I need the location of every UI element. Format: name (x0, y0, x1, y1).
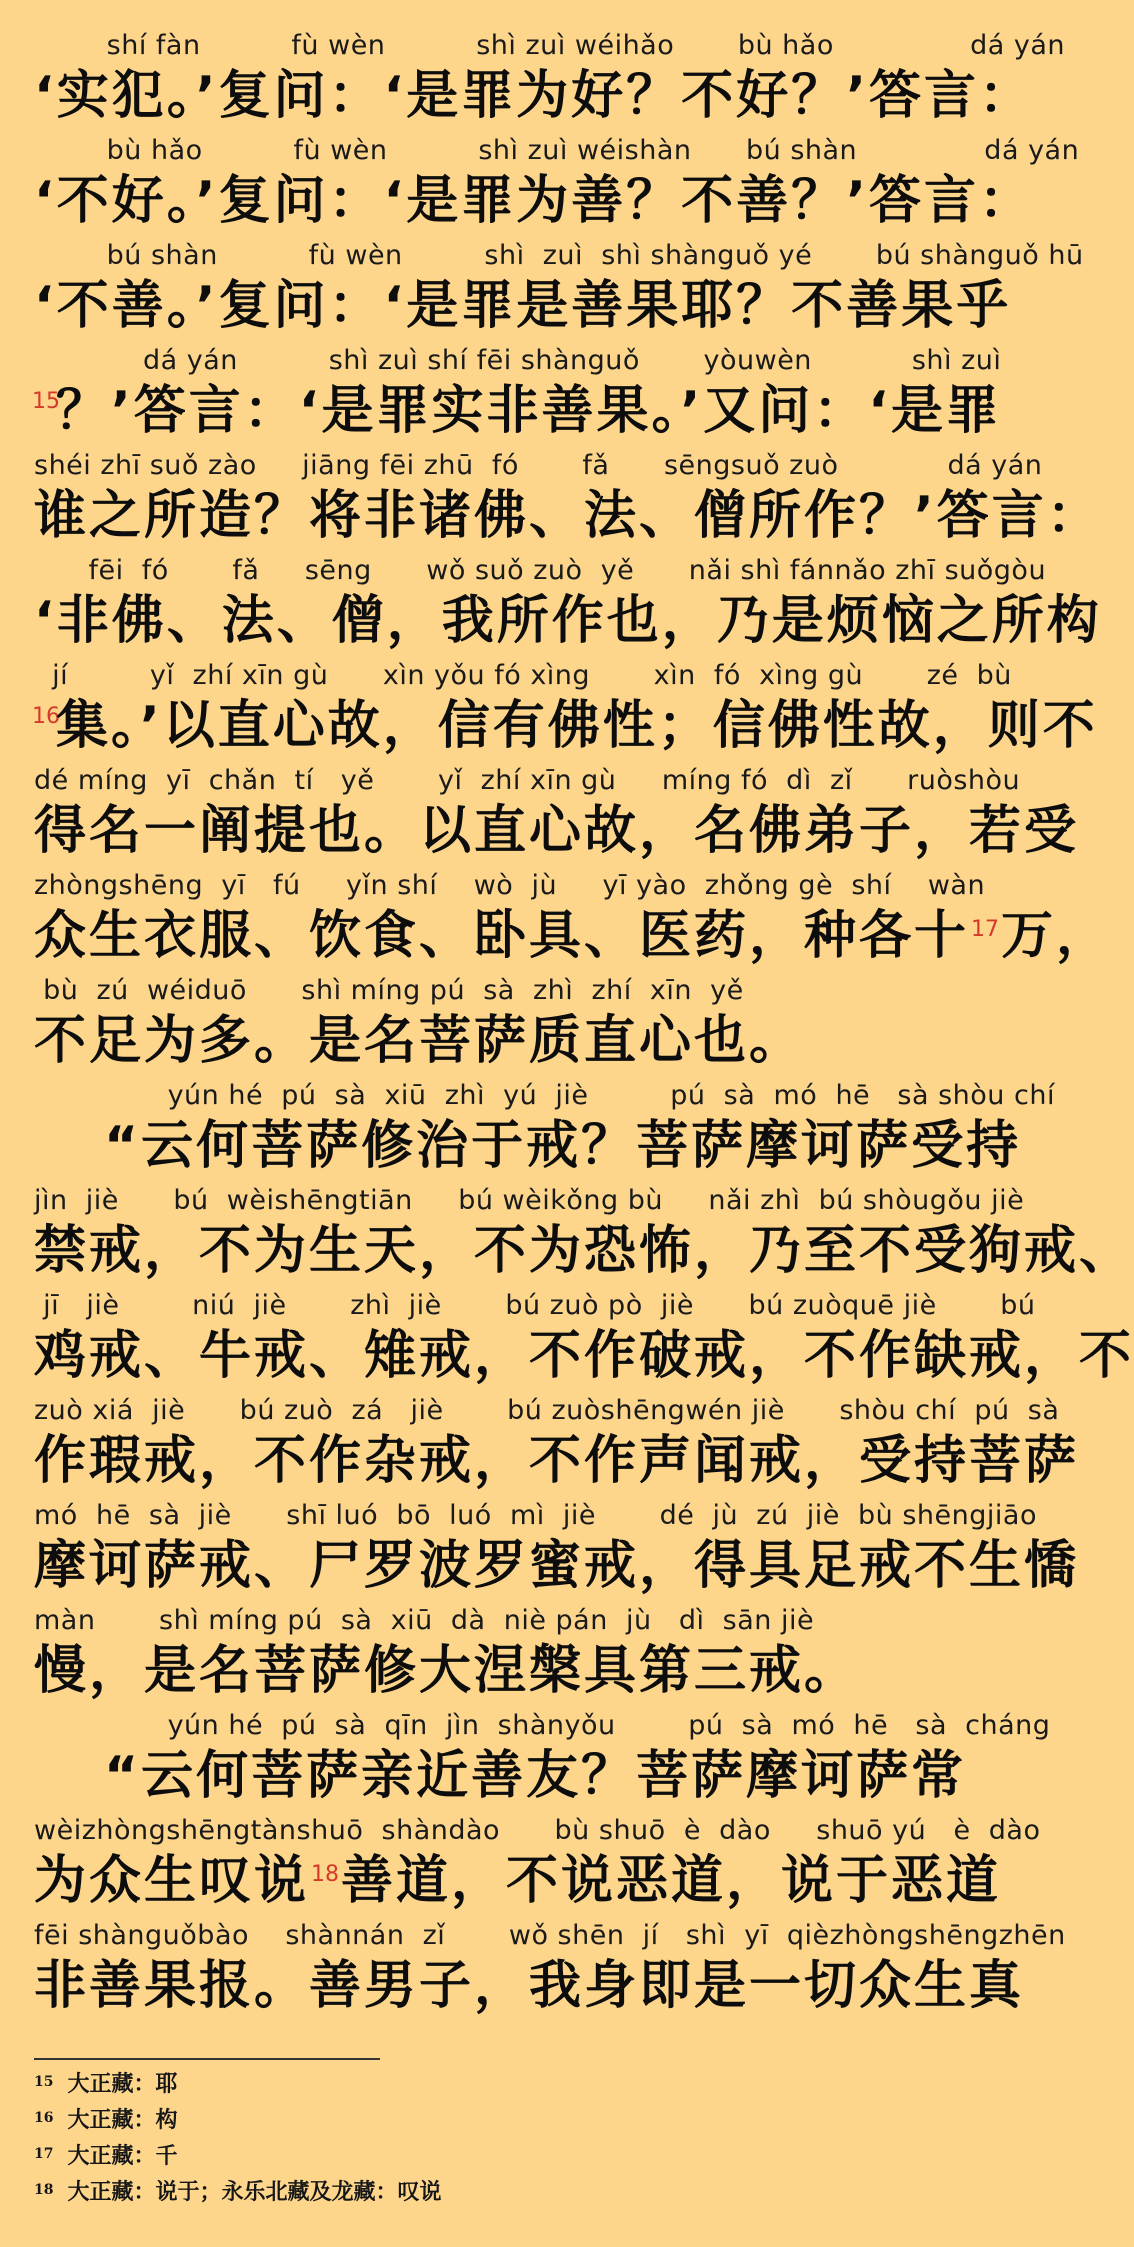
pinyin-row: màn shì míng pú sà xiū dà niè pán jù dì sān jiè (34, 1605, 815, 1636)
pinyin-row: zhòngshēng yī fú yǐn shí wò jù yī yào zhǒng gè shí wàn (34, 870, 986, 901)
pinyin-row: shí fàn fù wèn shì zuì wéihǎo bù hǎo dá yán (34, 30, 1065, 61)
pinyin-row: bú shàn fù wèn shì zuì shì shànguǒ yé bú shànguǒ hū (34, 240, 1084, 271)
hanzi-row: ‘非佛、法、僧，我所作也，乃是烦恼之所构 (34, 591, 1102, 651)
footnote-text: 大正藏：构 (67, 2107, 178, 2133)
pinyin-row: bù hǎo fù wèn shì zuì wéishàn bú shàn dá yán (34, 135, 1080, 166)
footnote-15 (34, 2066, 1034, 2102)
text-line-17 (104, 1708, 1051, 1813)
pinyin-row: jìn jiè bú wèishēngtiān bú wèikǒng bù nǎi zhì bú shòugǒu jiè (34, 1185, 1025, 1216)
footnote-marker-17[interactable]: 17 (971, 917, 1000, 942)
pinyin-row: bù zú wéiduō shì míng pú sà zhì zhí xīn yě (34, 975, 744, 1006)
hanzi-row: ‘不善。’复问：‘是罪是善果耶？不善果乎 (34, 276, 1012, 336)
text-line-16 (34, 1603, 1046, 1708)
text-line-6 (34, 553, 1102, 658)
text-line-11 (104, 1078, 1055, 1183)
hanzi-row: 鸡戒、牛戒、雉戒，不作破戒，不作缺戒，不 (34, 1326, 1134, 1386)
footnote-divider (34, 2058, 380, 2060)
text-line-9 (34, 868, 1112, 973)
text-line-15 (34, 1498, 1080, 1603)
footnote-number: 18 (34, 2182, 54, 2198)
pinyin-row: jī jiè niú jiè zhì jiè bú zuò pò jiè bú zuòquē jiè bú (34, 1290, 1036, 1321)
pinyin-row: dá yán shì zuì shí fēi shànguǒ yòuwèn shì zuì (34, 345, 1002, 376)
pinyin-row: wèizhòngshēngtànshuō shàndào bù shuō è dào shuō yú è dào (34, 1815, 1041, 1846)
hanzi-row: ‘实犯。’复问：‘是罪为好？不好？’答言： (34, 66, 1035, 126)
pinyin-row: yún hé pú sà xiū zhì yú jiè pú sà mó hē sà shòu chí (104, 1080, 1055, 1111)
text-line-14 (34, 1393, 1080, 1498)
hanzi-row: 集。’以直心故，信有佛性；信佛性故，则不 (56, 696, 1098, 756)
pinyin-row: zuò xiá jiè bú zuò zá jiè bú zuòshēngwén jiè shòu chí pú sà (34, 1395, 1060, 1426)
footnotes (34, 2066, 1034, 2210)
pinyin-row: shéi zhī suǒ zào jiāng fēi zhū fó fǎ sēngsuǒ zuò dá yán (34, 450, 1043, 481)
hanzi-row: 为众生叹说$^{18}$善道，不说恶道，说于恶道 (34, 1851, 1002, 1911)
text-line-5 (34, 448, 1102, 553)
hanzi-row: 不足为多。是名菩萨质直心也。 (34, 1011, 805, 1071)
pinyin-row: jí yǐ zhí xīn gù xìn yǒu fó xìng xìn fó xìng gù zé bù (34, 660, 1012, 691)
text-line-10 (34, 973, 1046, 1078)
footnote-number: 16 (34, 2110, 54, 2126)
hanzi-row: ‘不好。’复问：‘是罪为善？不善？’答言： (34, 171, 1035, 231)
footnote-marker-16[interactable]: 16 (32, 704, 60, 729)
hanzi-row: 谁之所造？将非诸佛、法、僧所作？’答言： (34, 486, 1102, 546)
hanzi-row: “云何菩萨修治于戒？菩萨摩诃萨受持 (104, 1116, 1022, 1176)
text-line-12 (34, 1183, 1134, 1288)
footnote-18 (34, 2174, 1034, 2210)
text-line-2 (34, 133, 1080, 238)
pinyin-row: fēi shànguǒbào shànnán zǐ wǒ shēn jí shì yī qièzhòngshēngzhēn (34, 1920, 1066, 1951)
text-line-8 (34, 763, 1080, 868)
text-line-18 (34, 1813, 1046, 1918)
hanzi-row: 众生衣服、饮食、卧具、医药，种各十$^{17}$万， (34, 906, 1112, 966)
pinyin-row: fēi fó fǎ sēng wǒ suǒ zuò yě nǎi shì fánnǎo zhī suǒgòu (34, 555, 1047, 586)
text-line-3 (34, 238, 1084, 343)
footnote-text: 大正藏：说于；永乐北藏及龙藏：叹说 (67, 2179, 442, 2205)
text-line-19 (34, 1918, 1066, 2023)
hanzi-row: 禁戒，不为生天，不为恐怖，乃至不受狗戒、 (34, 1221, 1134, 1281)
text-line-4 (34, 343, 1046, 448)
hanzi-row: 慢，是名菩萨修大涅槃具第三戒。 (34, 1641, 860, 1701)
hanzi-row: 非善果报。善男子，我身即是一切众生真 (34, 1956, 1025, 2016)
pinyin-row: dé míng yī chǎn tí yě yǐ zhí xīn gù míng fó dì zǐ ruòshòu (34, 765, 1021, 796)
text-line-1 (34, 28, 1065, 133)
footnote-text: 大正藏：耶 (67, 2071, 178, 2097)
text-line-13 (34, 1288, 1134, 1393)
footnote-marker-15[interactable]: 15 (32, 389, 60, 414)
footnote-number: 17 (34, 2146, 54, 2162)
footnote-number: 15 (34, 2074, 54, 2090)
hanzi-row: ？’答言：‘是罪实非善果。’又问：‘是罪 (56, 381, 1002, 441)
footnote-text: 大正藏：千 (67, 2143, 178, 2169)
hanzi-row: 作瑕戒，不作杂戒，不作声闻戒，受持菩萨 (34, 1431, 1080, 1491)
pinyin-row: mó hē sà jiè shī luó bō luó mì jiè dé jù zú jiè bù shēngjiāo (34, 1500, 1037, 1531)
footnote-17 (34, 2138, 1034, 2174)
pinyin-row: yún hé pú sà qīn jìn shànyǒu pú sà mó hē sà cháng (104, 1710, 1051, 1741)
footnote-16 (34, 2102, 1034, 2138)
text-line-7 (32, 658, 1098, 763)
hanzi-row: 摩诃萨戒、尸罗波罗蜜戒，得具足戒不生憍 (34, 1536, 1080, 1596)
footnote-marker-18[interactable]: 18 (311, 1862, 340, 1887)
hanzi-row: 得名一阐提也。以直心故，名佛弟子，若受 (34, 801, 1080, 861)
hanzi-row: “云何菩萨亲近善友？菩萨摩诃萨常 (104, 1746, 967, 1806)
